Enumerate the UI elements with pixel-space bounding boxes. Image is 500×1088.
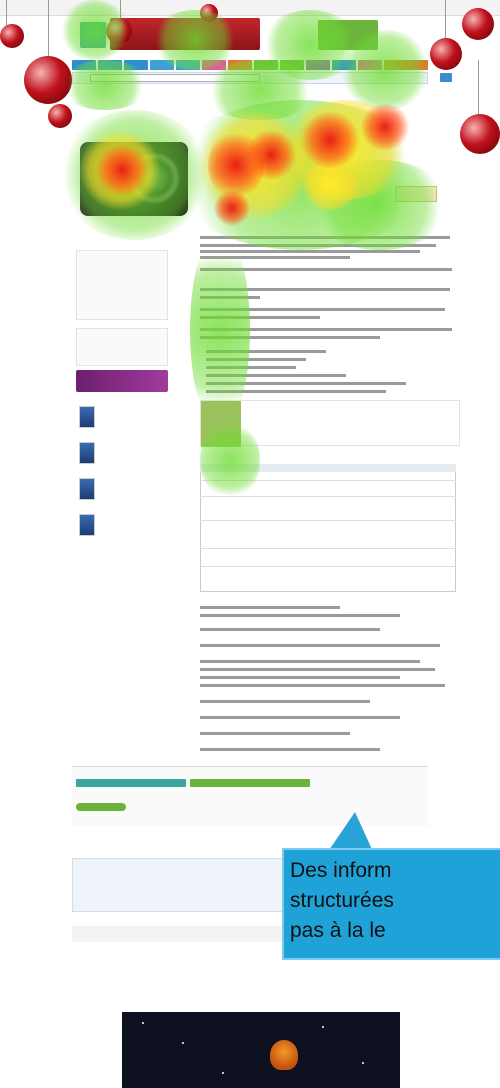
table-row[interactable] — [200, 480, 456, 481]
write-review-button[interactable] — [76, 803, 126, 811]
product-thumbnail — [79, 514, 95, 536]
spec-line — [200, 606, 340, 609]
list-item[interactable] — [76, 440, 168, 470]
seller-info-box — [76, 250, 168, 320]
product-thumbnail — [79, 478, 95, 500]
bullet-line — [206, 350, 326, 353]
list-item[interactable] — [76, 476, 168, 506]
bullet-line — [206, 374, 346, 377]
bullet-line — [206, 382, 406, 385]
site-logo[interactable] — [110, 18, 260, 50]
nav-tab[interactable] — [228, 60, 252, 70]
nav-tab[interactable] — [280, 60, 304, 70]
nav-tab[interactable] — [254, 60, 278, 70]
header-promo[interactable] — [318, 20, 378, 50]
callout-line: pas à la le — [290, 919, 386, 942]
nav-tab[interactable] — [176, 60, 200, 70]
christmas-ornament-icon — [430, 38, 462, 70]
description-line — [200, 288, 450, 291]
table-row[interactable] — [200, 496, 456, 497]
spec-line — [200, 628, 380, 631]
nav-tab[interactable] — [124, 60, 148, 70]
bullet-line — [206, 358, 306, 361]
brands-banner-image — [201, 401, 241, 447]
description-line — [200, 236, 450, 239]
brand-logo-mark[interactable] — [80, 22, 106, 48]
description-line — [200, 268, 452, 271]
table-row[interactable] — [200, 520, 456, 521]
spec-line — [200, 644, 440, 647]
nav-tab[interactable] — [358, 60, 382, 70]
spec-line — [200, 614, 400, 617]
review-tab[interactable] — [190, 779, 310, 787]
description-line — [200, 250, 420, 253]
promo-badge[interactable] — [395, 186, 437, 202]
bullet-line — [206, 366, 296, 369]
ornament-string — [48, 0, 49, 60]
christmas-ornament-icon — [0, 24, 24, 48]
nav-tab[interactable] — [72, 60, 96, 70]
nav-tab[interactable] — [384, 60, 428, 70]
nav-tab[interactable] — [306, 60, 330, 70]
promo-banner[interactable] — [76, 370, 168, 392]
christmas-ornament-icon — [106, 18, 132, 44]
spec-line — [200, 748, 380, 751]
star — [322, 1026, 324, 1028]
nav-tab[interactable] — [202, 60, 226, 70]
bullet-line — [206, 390, 386, 393]
callout-line: Des inform — [290, 859, 392, 882]
description-line — [200, 308, 445, 311]
spec-line — [200, 668, 435, 671]
christmas-ornament-icon — [48, 104, 72, 128]
callout-text — [290, 856, 394, 946]
brands-banner[interactable] — [200, 400, 460, 446]
list-item[interactable] — [76, 404, 168, 434]
callout-line: structurées — [290, 889, 394, 912]
annotation-callout — [282, 848, 500, 960]
main-nav — [72, 60, 428, 70]
top-bar — [0, 0, 500, 16]
star — [182, 1042, 184, 1044]
christmas-ornament-icon — [200, 4, 218, 22]
spec-line — [200, 716, 400, 719]
star — [222, 1072, 224, 1074]
ornament-string — [445, 0, 446, 42]
description-line — [200, 256, 350, 259]
review-tab[interactable] — [76, 779, 186, 787]
christmas-ornament-icon — [460, 114, 500, 154]
star — [142, 1022, 144, 1024]
search-icon[interactable] — [440, 73, 452, 82]
spec-line — [200, 676, 400, 679]
product-thumbnail — [79, 442, 95, 464]
spec-line — [200, 684, 445, 687]
description-line — [200, 316, 320, 319]
christmas-ornament-icon — [24, 56, 72, 104]
price-box — [300, 128, 360, 164]
camera-lens — [128, 152, 180, 204]
offers-table — [200, 464, 456, 592]
nav-tab[interactable] — [332, 60, 356, 70]
description-line — [200, 244, 436, 247]
spec-line — [200, 732, 350, 735]
nav-tab[interactable] — [150, 60, 174, 70]
offers-table-header — [200, 464, 456, 472]
list-item[interactable] — [76, 512, 168, 542]
description-line — [200, 296, 260, 299]
star — [362, 1062, 364, 1064]
nav-tab[interactable] — [98, 60, 122, 70]
spec-line — [200, 660, 420, 663]
spec-line — [200, 700, 370, 703]
search-input[interactable] — [90, 74, 260, 82]
table-row[interactable] — [200, 548, 456, 549]
game-ad-banner[interactable] — [122, 1012, 400, 1088]
fox-character-icon — [270, 1040, 298, 1070]
christmas-ornament-icon — [462, 8, 494, 40]
table-row[interactable] — [200, 566, 456, 567]
description-line — [200, 336, 380, 339]
shipping-info-box — [76, 328, 168, 366]
ornament-string — [478, 60, 479, 120]
description-line — [200, 328, 452, 331]
product-thumbnail — [79, 406, 95, 428]
